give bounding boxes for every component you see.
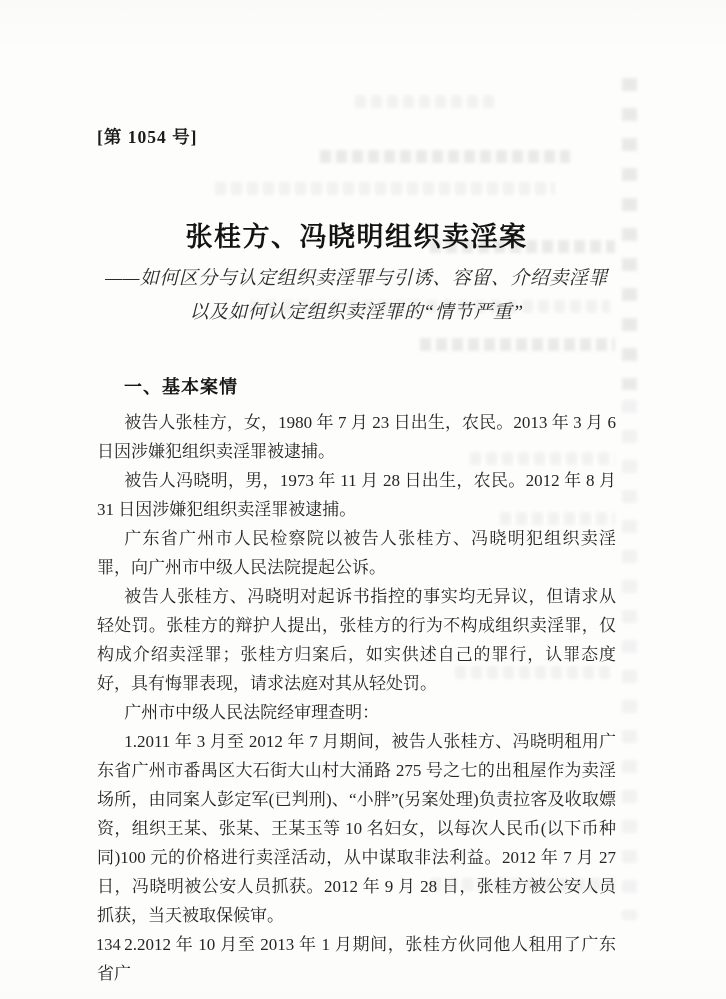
case-body-text — [97, 408, 616, 988]
case-subtitle — [80, 262, 633, 330]
case-subtitle-line-1: ——如何区分与认定组织卖淫罪与引诱、容留、介绍卖淫罪 — [105, 268, 608, 289]
paragraph-fact-1: 1.2011 年 3 月至 2012 年 7 月期间，被告人张桂方、冯晓明租用广东省广州市番禺区大石街大山村大涌路 275 号之七的出租屋作为卖淫场所，由同案人彭定军(已判刑)、“小胖”(另案处理)负责拉客及收取嫖资，组织王某、张某、王某玉等 10 名妇女，以每次人民币(以下币种同)100 元的价格进行卖淫活动，从中谋取非法利益。2012 年 7 月 27 日，冯晓明被公安人员抓获。2012 年 9 月 28 日，张桂方被公安人员抓获，当天被取保候审。 — [97, 732, 616, 925]
bleedthrough-row — [420, 338, 615, 351]
case-number-label: [第 1054 号] — [97, 127, 198, 147]
paragraph-fact-2-partial: 2.2012 年 10 月至 2013 年 1 月期间，张桂方伙同他人租用了广东省广 — [97, 935, 616, 983]
paragraph-court-findings: 广州市中级人民法院经审理查明： — [124, 703, 380, 722]
paragraph-prosecution: 广东省广州市人民检察院以被告人张桂方、冯晓明犯组织卖淫罪，向广州市中级人民法院提起公诉。 — [97, 529, 616, 577]
bleedthrough-column — [622, 78, 637, 390]
case-title: 张桂方、冯晓明组织卖淫案 — [185, 222, 528, 252]
bleedthrough-column — [622, 400, 637, 920]
bleedthrough-row — [355, 95, 495, 108]
paragraph-defendant-feng: 被告人冯晓明，男，1973 年 11 月 28 日出生，农民。2012 年 8 月 31 日因涉嫌犯组织卖淫罪被逮捕。 — [97, 471, 616, 519]
bleedthrough-row — [320, 150, 570, 163]
section-heading-basic-facts: 一、基本案情 — [124, 377, 238, 397]
paragraph-defendant-zhang: 被告人张桂方，女，1980 年 7 月 23 日出生，农民。2013 年 3 月 6 日因涉嫌犯组织卖淫罪被逮捕。 — [97, 413, 616, 461]
page-number: 134 — [96, 935, 121, 954]
bleedthrough-row — [215, 182, 555, 195]
case-subtitle-line-2: 以及如何认定组织卖淫罪的“情节严重” — [189, 302, 524, 323]
paragraph-defense-opinion: 被告人张桂方、冯晓明对起诉书指控的事实均无异议，但请求从轻处罚。张桂方的辩护人提出，张桂方的行为不构成组织卖淫罪，仅构成介绍卖淫罪；张桂方归案后，如实供述自己的罪行，认罪态度好，具有悔罪表现，请求法庭对其从轻处罚。 — [97, 587, 616, 693]
